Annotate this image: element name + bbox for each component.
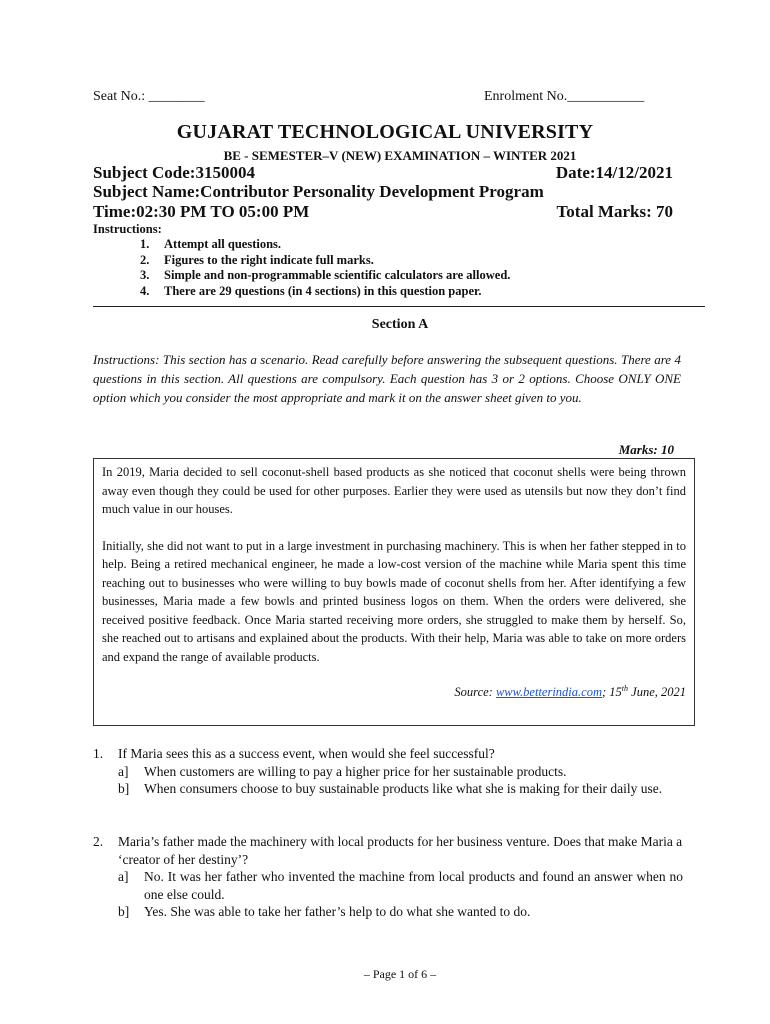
instruction-text: There are 29 questions (in 4 sections) in this question paper. xyxy=(164,283,482,298)
question-text: Maria’s father made the machinery with local products for her business venture. Does that make Maria a ‘creator of her destiny’? xyxy=(118,834,683,867)
instruction-number: 3. xyxy=(140,268,150,282)
instructions-heading: Instructions: xyxy=(93,222,162,236)
option xyxy=(93,868,683,903)
question-text: If Maria sees this as a success event, when would she feel successful? xyxy=(118,746,495,761)
instruction-number: 1. xyxy=(140,237,150,251)
instructions-list xyxy=(140,237,510,299)
option-text: When customers are willing to pay a higher price for her sustainable products. xyxy=(144,763,567,779)
divider xyxy=(93,306,705,307)
instruction-number: 2. xyxy=(140,252,150,267)
question-2 xyxy=(93,833,683,921)
instruction-text: Attempt all questions. xyxy=(164,237,282,251)
exam-title: BE - SEMESTER–V (NEW) EXAMINATION – WINTER 2021 xyxy=(223,148,577,163)
subject-code: Subject Code:3150004 xyxy=(93,163,255,182)
question-number: 2. xyxy=(93,834,104,849)
seat-no-label: Seat No.: ________ xyxy=(93,89,205,104)
instruction-item xyxy=(140,268,510,284)
university-title: GUJARAT TECHNOLOGICAL UNIVERSITY xyxy=(176,121,594,143)
section-title: Section A xyxy=(371,317,429,332)
question-number: 1. xyxy=(93,746,104,761)
option-label: b] xyxy=(118,904,130,919)
source-separator: ; 15 xyxy=(601,685,622,700)
option-label: b] xyxy=(118,781,130,796)
subject-code-row xyxy=(93,163,673,183)
page-footer: – Page 1 of 6 – xyxy=(363,967,437,981)
option xyxy=(93,763,683,781)
subject-name: Subject Name:Contributor Personality Development Program xyxy=(93,182,544,201)
section-instructions: Instructions: This section has a scenario. Read carefully before answering the subsequent questions. There are 4 questions in this section. All questions are compulsory. Each question has 3 or 2 options. Choose ONLY ONE option which you consider the most appropriate and mark it on the answer sheet given to you. xyxy=(93,352,681,405)
option xyxy=(93,903,683,921)
total-marks: Total Marks: 70 xyxy=(556,202,673,221)
option xyxy=(93,780,683,798)
source-link[interactable]: www.betterindia.com xyxy=(495,685,602,700)
source-date: June, 2021 xyxy=(628,685,686,700)
source-date-suffix: th xyxy=(621,684,629,693)
instruction-item xyxy=(140,237,510,253)
instruction-number: 4. xyxy=(140,283,150,298)
instruction-item xyxy=(140,284,510,300)
instruction-item xyxy=(140,253,510,269)
option-text: When consumers choose to buy sustainable products like what she is making for their daily use. xyxy=(144,781,663,796)
instruction-text: Simple and non-programmable scientific calculators are allowed. xyxy=(164,268,511,282)
enrolment-no-label: Enrolment No.___________ xyxy=(484,89,645,104)
section-marks: Marks: 10 xyxy=(618,442,674,457)
option-label: a] xyxy=(118,763,129,779)
time-row xyxy=(93,202,673,222)
scenario-source xyxy=(102,680,686,702)
scenario-paragraph: In 2019, Maria decided to sell coconut-shell based products as she noticed that coconut shells were being thrown away even though they could be used for other purposes. Earlier they were used as utensils but now they don’t find much value in our houses. xyxy=(102,465,686,516)
instruction-text: Figures to the right indicate full marks. xyxy=(164,252,374,267)
option-label: a] xyxy=(118,869,129,884)
source-prefix: Source: xyxy=(454,685,496,700)
option-text: No. It was her father who invented the machine from local products and found an answer when no one else could. xyxy=(144,869,683,902)
exam-time: Time:02:30 PM TO 05:00 PM xyxy=(93,202,310,221)
subject-name-row xyxy=(93,182,673,202)
scenario-paragraph: Initially, she did not want to put in a large investment in purchasing machinery. This is when her father stepped in to help. Being a retired mechanical engineer, he made a low-cost version of the machine while Maria spent this time reaching out to businesses who were willing to buy bowls made of coconut shells from her. After identifying a few businesses, Maria made a few bowls and printed business logos on them. When the orders were delivered, she received positive feedback. Once Maria started receiving more orders, she struggled to make them by herself. So, she reached out to artisans and explained about the products. With their help, Maria was able to take on more orders and expand the range of available products. xyxy=(102,538,686,664)
option-text: Yes. She was able to take her father’s help to do what she wanted to do. xyxy=(144,904,531,919)
scenario-box xyxy=(93,458,695,726)
question-1 xyxy=(93,745,683,798)
exam-date: Date:14/12/2021 xyxy=(555,163,673,182)
